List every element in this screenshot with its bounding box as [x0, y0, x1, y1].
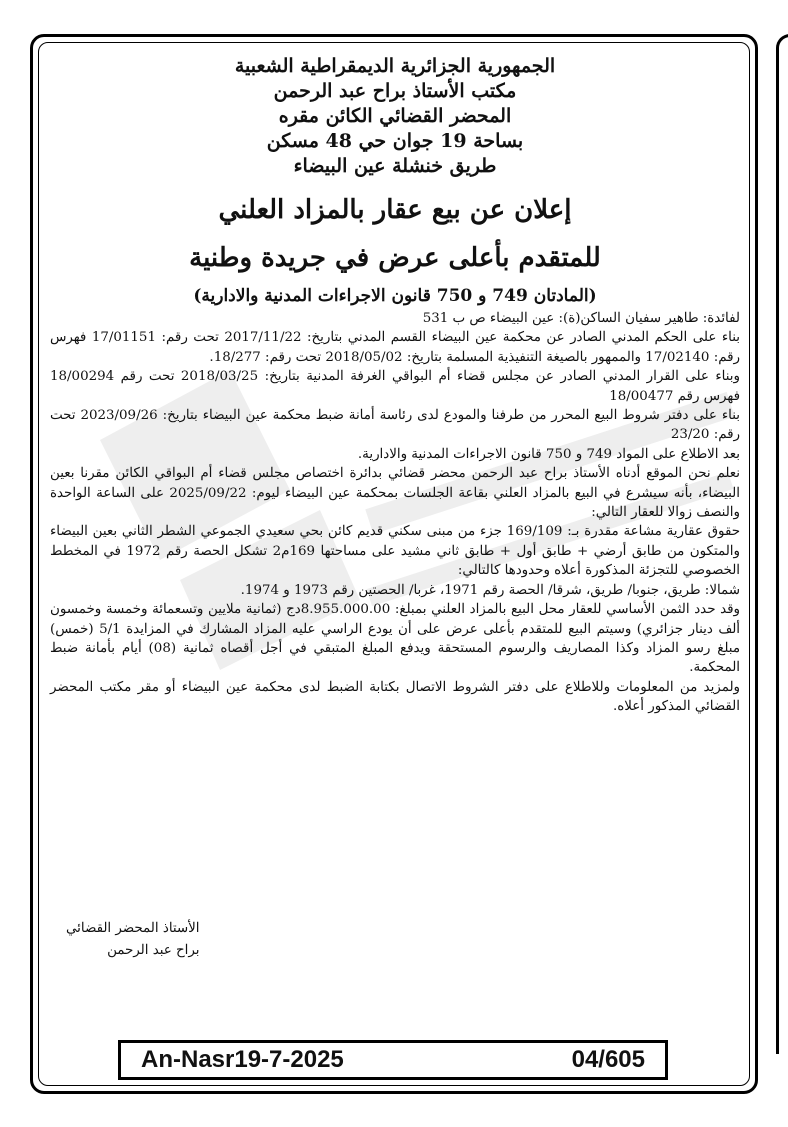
- header-line-address: بساحة 19 جوان حي 48 مسكن: [266, 130, 524, 152]
- header-line-office: مكتب الأستاذ براح عبد الرحمن: [273, 80, 517, 102]
- signature-title: الأستاذ المحضر القضائي: [66, 921, 200, 936]
- adjacent-page-edge: [776, 34, 788, 1054]
- notice-subtitle: للمتقدم بأعلى عرض في جريدة وطنية: [189, 243, 601, 273]
- body-paragraph-information: ولمزيد من المعلومات وللاطلاع على دفتر الشروط الاتصال بكتابة الضبط لدى محكمة عين البيضاء أو مقر مكتب المحضر القضائي المذكور أعلاه.: [50, 679, 740, 715]
- notice-content: [50, 54, 740, 717]
- signature-block: [66, 918, 200, 962]
- body-paragraph-decision: وبناء على القرار المدني الصادر عن مجلس قضاء أم البواقي الغرفة المدنية بتاريخ: 2018/03/25 تحت رقم 18/00294 فهرس رقم 18/00477: [50, 369, 740, 404]
- publication-footer: [118, 1040, 668, 1080]
- header-line-bailiff: المحضر القضائي الكائن مقره: [278, 105, 512, 127]
- notice-title: إعلان عن بيع عقار بالمزاد العلني: [218, 195, 572, 225]
- header-line-road: طريق خنشلة عين البيضاء: [293, 155, 497, 177]
- body-paragraph-beneficiary: لفائدة: طاهير سفيان الساكن(ة): عين البيضاء ص ب 531: [422, 311, 740, 326]
- notice-body: [50, 309, 740, 717]
- body-paragraph-boundaries: شمالا: طريق، جنوبا/ طريق، شرقا/ الحصة رقم 1971، غربا/ الحصتين رقم 1973 و 1974.: [240, 582, 740, 598]
- body-paragraph-judgment: بناء على الحكم المدني الصادر عن محكمة عين البيضاء القسم المدني بتاريخ: 2017/11/22 تحت رقم: 17/01151 فهرس رقم: 17/02140 والممهور بالصيغة التنفيذية المسلمة بتاريخ: 2018/05/02 تحت رقم: 18/277.: [50, 330, 740, 365]
- signature-name: براح عبد الرحمن: [107, 943, 200, 958]
- body-paragraph-conditions: بناء على دفتر شروط البيع المحرر من طرفنا والمودع لدى رئاسة أمانة ضبط محكمة عين البيضاء بتاريخ: 2023/09/26 تحت رقم: 23/20: [50, 408, 740, 443]
- body-paragraph-articles: بعد الاطلاع على المواد 749 و 750 قانون الاجراءات المدنية والادارية.: [357, 446, 740, 462]
- legal-reference: (المادتان 749 و 750 قانون الاجراءات المدنية والادارية): [193, 286, 597, 306]
- body-paragraph-property: حقوق عقارية مشاعة مقدرة بـ: 169/109 جزء من مبنى سكني قديم كائن بحي سعيدي الجموعي الشطر الثاني بعين البيضاء والمتكون من طابق أرضي + طابق أول + طابق ثاني مشيد على مساحتها 169م2 تشكل الحصة رقم 1972 في المخطط الخصوصي للتجزئة المذكورة أعلاه وحدودها كالتالي:: [50, 524, 741, 579]
- body-paragraph-announcement: نعلم نحن الموقع أدناه الأستاذ براح عبد الرحمن محضر قضائي بدائرة اختصاص مجلس قضاء أم البواقي الكائن مقرنا بعين البيضاء، بأنه سيشرع في البيع بالمزاد العلني بقاعة الجلسات بمحكمة عين البيضاء ليوم: 2025/09/22 على الساعة الواحدة والنصف زوالا للعقار التالي:: [50, 466, 740, 521]
- publication-reference: 04/605: [571, 1046, 645, 1073]
- publication-name-date: An-Nasr19-7-2025: [141, 1046, 344, 1073]
- body-paragraph-price: وقد حدد الثمن الأساسي للعقار محل البيع بالمزاد العلني بمبلغ: 8.955.000.00دج (ثمانية ملايين وتسعمائة وخمسة وخمسون ألف دينار جزائري) وسيتم البيع للمتقدم بأعلى عرض على أن يودع الراسي عليه المزاد المشارك في المزايدة 5/1 (خمس) مبلغ رسو المزاد وكذا المصاريف والرسوم المستحقة ويدفع المبلغ المتبقي في أجل أقصاه ثمانية (08) أيام بأمانة ضبط المحكمة.: [50, 602, 741, 676]
- header-line-republic: الجمهورية الجزائرية الديمقراطية الشعبية: [234, 55, 556, 77]
